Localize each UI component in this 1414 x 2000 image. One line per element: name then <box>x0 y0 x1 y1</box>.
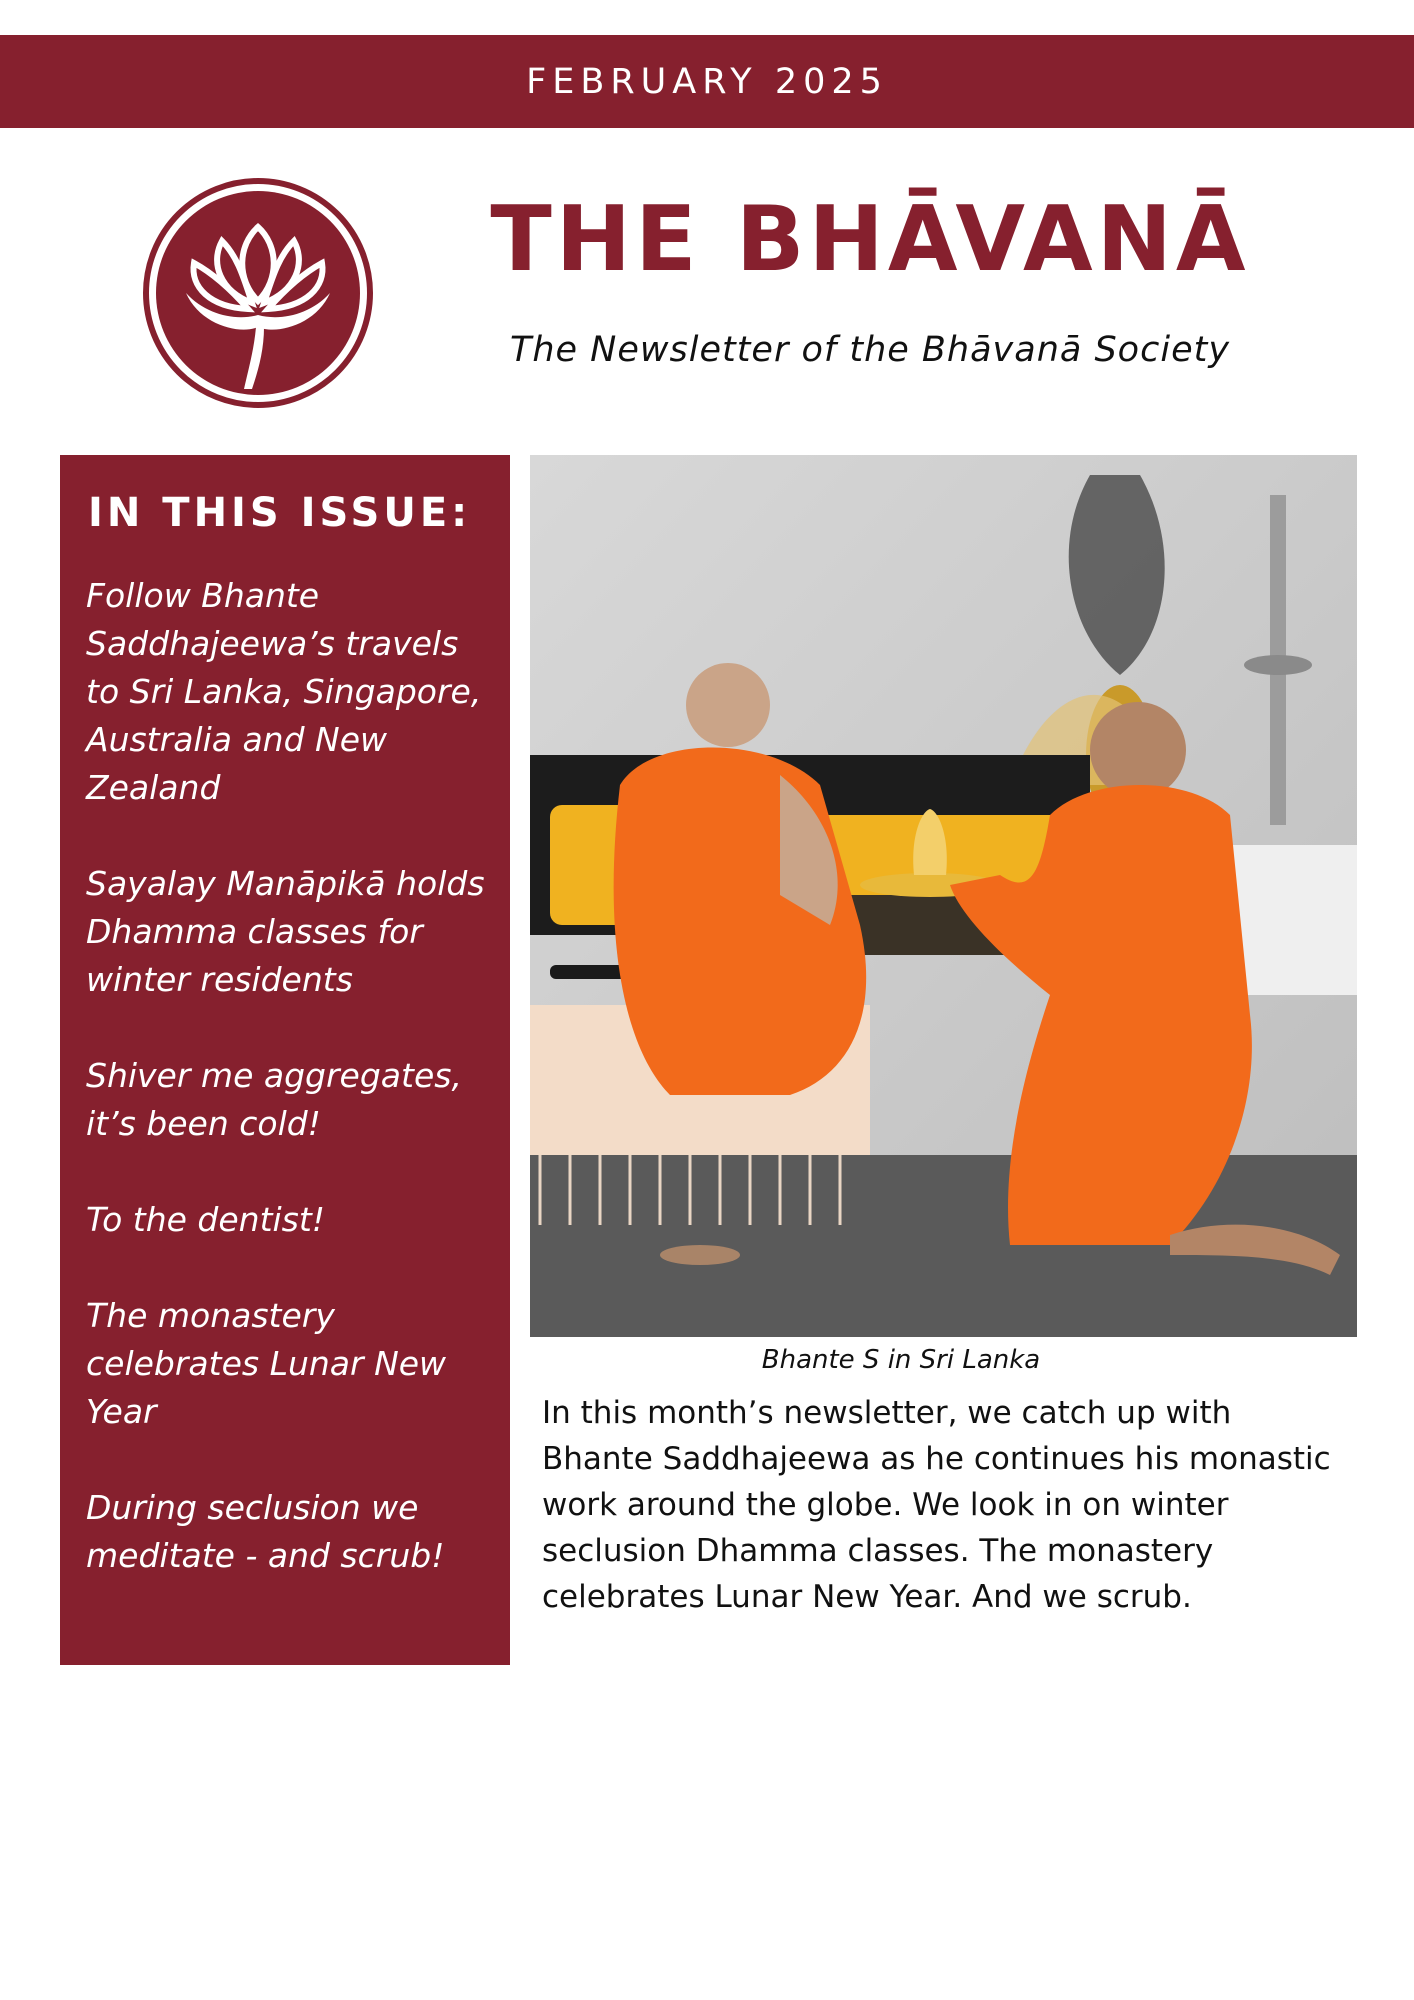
issue-item: Shiver me aggregates, it’s been cold! <box>86 1056 462 1143</box>
newsletter-title: THE BHĀVANĀ <box>490 187 1250 292</box>
in-this-issue-heading: IN THIS ISSUE: <box>88 490 472 536</box>
newsletter-subtitle: The Newsletter of the Bhāvanā Society <box>509 330 1231 370</box>
lotus-icon <box>140 175 376 411</box>
issue-item: To the dentist! <box>86 1200 326 1239</box>
issue-date: FEBRUARY 2025 <box>526 61 888 102</box>
issue-item: The monastery celebrates Lunar New Year <box>86 1296 447 1431</box>
issue-item: Follow Bhante Saddhajeewa’s travels to Sri Lanka, Singapore, Australia and New Zealand <box>86 576 482 807</box>
issue-item: Sayalay Manāpikā holds Dhamma classes for winter residents <box>86 864 485 999</box>
cover-photo <box>530 455 1357 1337</box>
in-this-issue-panel <box>60 455 510 1665</box>
issue-item: During seclusion we meditate - and scrub! <box>86 1488 445 1575</box>
issue-list <box>86 572 486 1580</box>
intro-paragraph: In this month’s newsletter, we catch up with Bhante Saddhajeewa as he continues his monastic work around the globe. We look in on winter seclusion Dhamma classes. The monastery celebrates Lunar New Year. And we scrub. <box>542 1395 1331 1615</box>
date-banner <box>0 35 1414 128</box>
photo-caption: Bhante S in Sri Lanka <box>761 1345 1041 1375</box>
